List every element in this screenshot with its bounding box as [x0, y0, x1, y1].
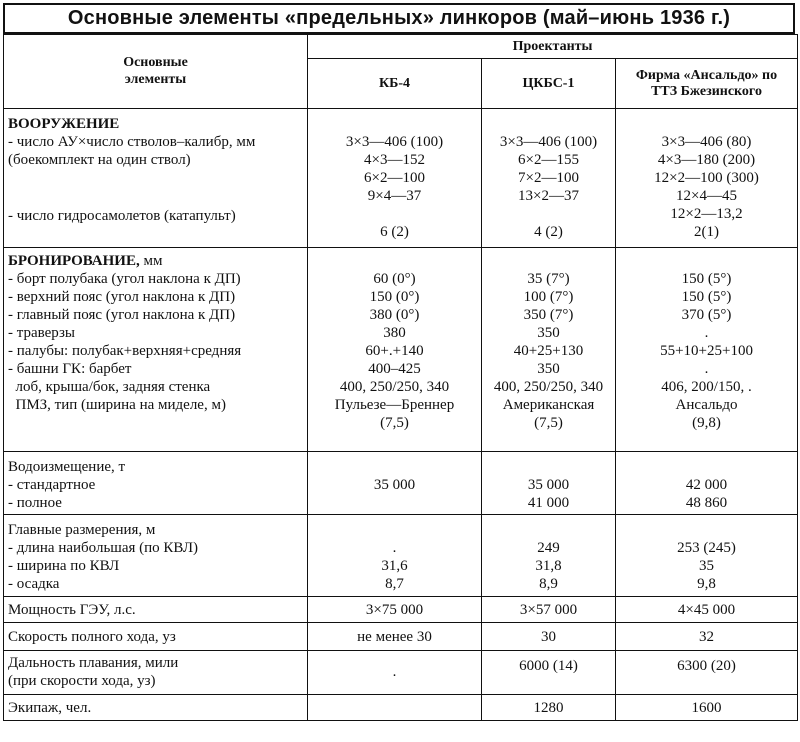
- range-row: [4, 651, 798, 695]
- power-ansaldo: 4×45 000: [616, 597, 798, 623]
- armament-labels: [4, 109, 308, 248]
- speed-row: [4, 623, 798, 651]
- battleship-table: [3, 34, 798, 721]
- armor-label: ПМЗ, тип (ширина на миделе, м): [8, 397, 226, 413]
- armor-labels: [4, 248, 308, 452]
- header-col-ckbs1: ЦКБС-1: [482, 59, 616, 109]
- power-ckbs1: 3×57 000: [482, 597, 616, 623]
- armor-label: - борт полубака (угол наклона к ДП): [8, 271, 241, 287]
- crew-row: [4, 695, 798, 721]
- armor-section-title: БРОНИРОВАНИЕ, мм: [8, 253, 163, 269]
- range-ansaldo: 6300 (20): [616, 651, 798, 695]
- armament-row: [4, 109, 798, 248]
- armor-label: - палубы: полубак+верхняя+средняя: [8, 343, 242, 359]
- armor-row: [4, 248, 798, 452]
- armor-ckbs1: 35 (7°) 100 (7°) 350 (7°) 350 40+25+130 350 400, 250/250, 340 Американская (7,5): [482, 248, 616, 452]
- armor-label: - верхний пояс (угол наклона к ДП): [8, 289, 236, 305]
- dimensions-row: [4, 515, 798, 597]
- range-labels: Дальность плавания, мили (при скорости хода, уз): [4, 651, 308, 695]
- dimensions-kb4: . 31,6 8,7: [308, 515, 482, 597]
- displacement-ansaldo: 42 000 48 860: [616, 452, 798, 515]
- crew-ansaldo: 1600: [616, 695, 798, 721]
- seaplanes-label: - число гидросамолетов (катапульт): [8, 208, 236, 224]
- header-col-ansaldo: Фирма «Ансальдо» по ТТЗ Бжезинского: [616, 59, 798, 109]
- speed-label: Скорость полного хода, уз: [4, 623, 308, 651]
- dimensions-ckbs1: 249 31,8 8,9: [482, 515, 616, 597]
- power-kb4: 3×75 000: [308, 597, 482, 623]
- power-label: Мощность ГЭУ, л.с.: [4, 597, 308, 623]
- armament-section-title: ВООРУЖЕНИЕ: [8, 116, 120, 132]
- armor-label: - траверзы: [8, 325, 75, 341]
- range-ckbs1: 6000 (14): [482, 651, 616, 695]
- displacement-row: [4, 452, 798, 515]
- power-row: [4, 597, 798, 623]
- header-row-1: [4, 35, 798, 59]
- armament-ckbs1: 3×3—406 (100) 6×2—155 7×2—100 13×2—37 4 (2): [482, 109, 616, 248]
- displacement-ckbs1: 35 000 41 000: [482, 452, 616, 515]
- armor-label: лоб, крыша/бок, задняя стенка: [8, 379, 211, 395]
- range-kb4: .: [308, 651, 482, 695]
- header-elements: Основные элементы: [4, 35, 308, 109]
- dimensions-labels: Главные размерения, м - длина наибольшая (по КВЛ) - ширина по КВЛ - осадка: [4, 515, 308, 597]
- dimensions-ansaldo: 253 (245) 35 9,8: [616, 515, 798, 597]
- armament-kb4: 3×3—406 (100) 4×3—152 6×2—100 9×4—37 6 (2): [308, 109, 482, 248]
- speed-kb4: не менее 30: [308, 623, 482, 651]
- armor-ansaldo: 150 (5°) 150 (5°) 370 (5°) . 55+10+25+100 . 406, 200/150, . Ансальдо (9,8): [616, 248, 798, 452]
- guns-label: - число АУ×число стволов–калибр, мм (боекомплект на один ствол): [8, 134, 256, 168]
- header-col-kb4: КБ-4: [308, 59, 482, 109]
- displacement-labels: Водоизмещение, т - стандартное - полное: [4, 452, 308, 515]
- crew-ckbs1: 1280: [482, 695, 616, 721]
- table-title: Основные элементы «предельных» линкоров (май–июнь 1936 г.): [3, 3, 795, 34]
- speed-ansaldo: 32: [616, 623, 798, 651]
- speed-ckbs1: 30: [482, 623, 616, 651]
- header-designers: Проектанты: [308, 35, 798, 59]
- displacement-kb4: 35 000: [308, 452, 482, 515]
- armor-label: - башни ГК: барбет: [8, 361, 132, 377]
- crew-kb4: [308, 695, 482, 721]
- crew-label: Экипаж, чел.: [4, 695, 308, 721]
- armor-label: - главный пояс (угол наклона к ДП): [8, 307, 236, 323]
- armor-kb4: 60 (0°) 150 (0°) 380 (0°) 380 60+.+140 400–425 400, 250/250, 340 Пульезе—Бреннер (7,5): [308, 248, 482, 452]
- armament-ansaldo: 3×3—406 (80) 4×3—180 (200) 12×2—100 (300) 12×4—45 12×2—13,2 2(1): [616, 109, 798, 248]
